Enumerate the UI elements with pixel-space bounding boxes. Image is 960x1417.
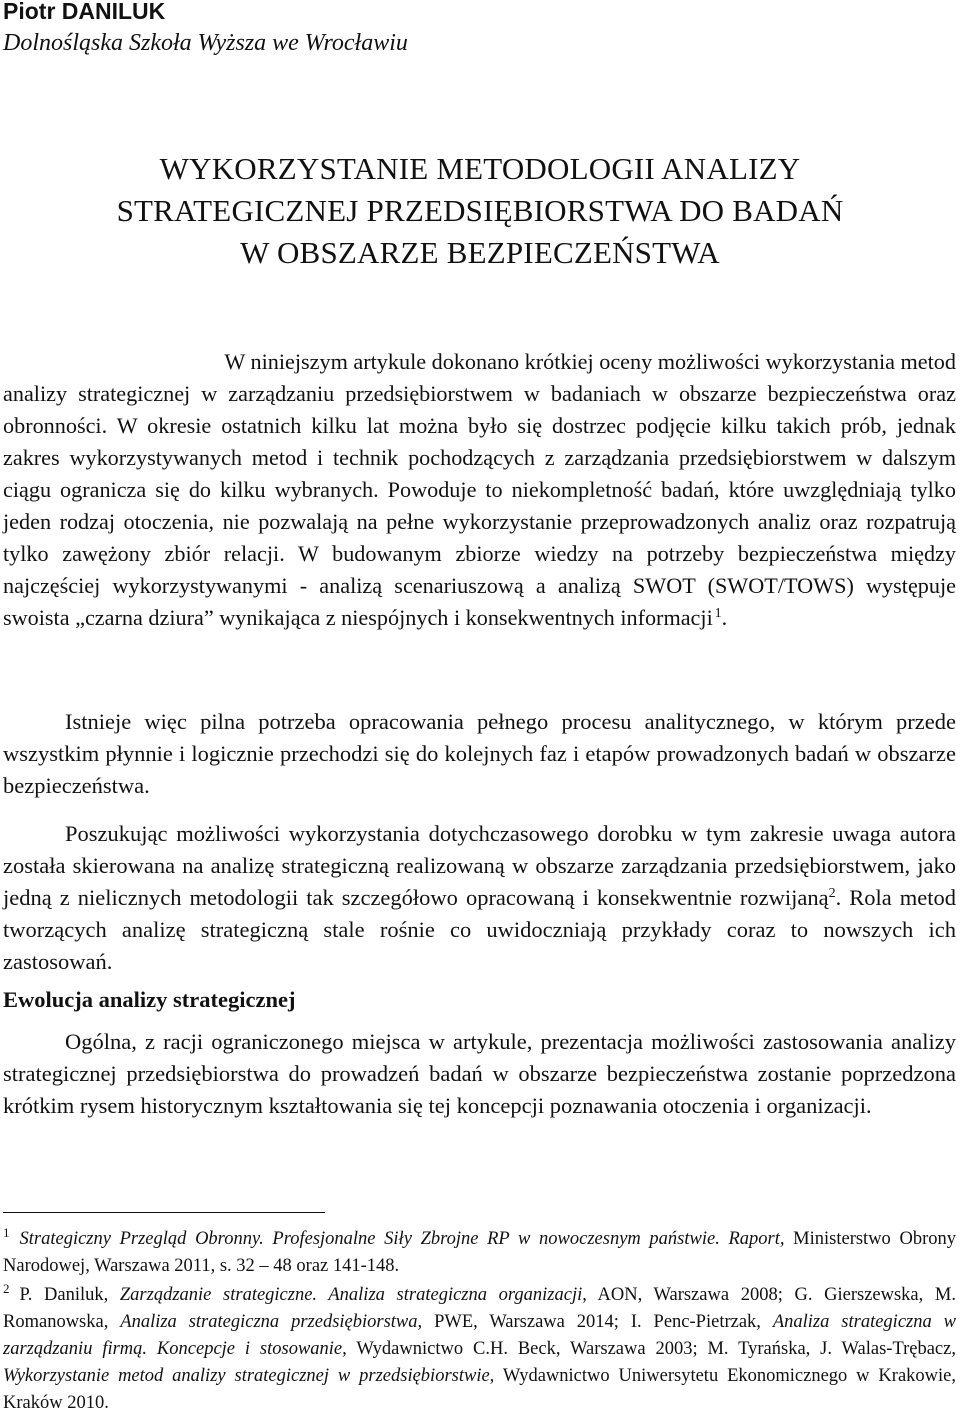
abstract-text: analizy strategicznej w zarządzaniu przedsiębiorstwem w badaniach w obszarze bezpieczeństwa oraz obronności. W okresie ostatnich kilku lat można było się dostrzec podjęcie kilku takich prób, jednak zakres wykorzystywanych metod i technik pochodzących z zarządzania przedsiębiorstwem w dalszym ciągu ogranicza się do kilku wybranych. Powoduje to niekompletność badań, które uwzględniają tylko jeden rodzaj otoczenia, nie pozwalają na pełne wykorzystanie przeprowadzonych analiz oraz rozpatrują tylko zawężony zbiór relacji. W budowanym zbiorze wiedzy na potrzeby bezpieczeństwa między najczęściej wykorzystywanymi - analizą scenariuszową a analizą SWOT (SWOT/TOWS) występuje swoista „czarna dziura” wynikająca z niespójnych i konsekwentnych informacji (3, 381, 956, 630)
footnote-1-number: 1 (3, 1225, 10, 1240)
footnote-2-part-e: , PWE, Warszawa 2014; I. Penc-Pietrzak, (417, 1312, 773, 1332)
body-paragraph-3-end: . Rola metod tworzących analizę strategiczną stale rośnie co uwidoczniają przykłady coraz to nowszych ich zastosowań. (3, 885, 956, 974)
body-paragraph-2: Istnieje więc pilna potrzeba opracowania pełnego procesu analitycznego, w którym przede wszystkim płynnie i logicznie przechodzi się do kolejnych faz i etapów prowadzonych badań w obszarze bezpieczeństwa. (3, 709, 956, 798)
footnote-1 (3, 1226, 956, 1280)
footnote-2-number: 2 (3, 1281, 10, 1296)
author-name: Piotr DANILUK (3, 0, 166, 24)
footnote-1-publisher: Ministerstwo Obrony Narodowej, Warszawa 2011, s. 32 – 48 oraz 141-148. (3, 1229, 956, 1276)
footnote-2-part-d: Analiza strategiczna przedsiębiorstwa (120, 1312, 418, 1332)
footnote-2-part-b: Zarządzanie strategiczne. Analiza strategiczna organizacji (119, 1285, 583, 1305)
title-line-2: STRATEGICZNEJ PRZEDSIĘBIORSTWA DO BADAŃ (116, 193, 844, 228)
footnote-ref-1[interactable]: 1 (714, 606, 722, 621)
footnote-2-part-a: P. Daniluk, (19, 1285, 120, 1305)
footnote-2 (3, 1282, 956, 1417)
abstract-end: . (721, 605, 728, 630)
body-paragraph-3-text: Poszukując możliwości wykorzystania dotychczasowego dorobku w tym zakresie uwaga autora została skierowana na analizę strategiczną realizowaną w obszarze zarządzania przedsiębiorstwem, jako jedną z nielicznych metodologii tak szczegółowo opracowaną i konsekwentnie rozwijaną (3, 821, 956, 910)
footnote-separator (3, 1212, 325, 1213)
footnote-1-title: Strategiczny Przegląd Obronny. Profesjonalne Siły Zbrojne RP w nowoczesnym państwie. Raport, (19, 1229, 785, 1249)
abstract-lead-line: W niniejszym artykule dokonano krótkiej oceny możliwości wykorzystania metod (224, 349, 956, 374)
footnote-ref-2[interactable]: 2 (828, 886, 836, 901)
footnote-2-part-g: Wydawnictwo C.H. Beck, Warszawa 2003; M. Tyrańska, J. Walas-Trębacz, (346, 1339, 956, 1359)
footnote-2-part-c: , AON, Warszawa 2008; G. Gierszewska, M. Romanowska, (3, 1285, 956, 1332)
footnote-2-part-i: Wydawnictwo Uniwersytetu Ekonomicznego w Krakowie, Kraków 2010. (3, 1366, 956, 1413)
author-affiliation: Dolnośląska Szkoła Wyższa we Wrocławiu (3, 30, 408, 56)
title-line-3: W OBSZARZE BEZPIECZEŃSTWA (240, 235, 720, 270)
abstract-paragraph (3, 346, 956, 634)
body-paragraph-3 (3, 818, 956, 978)
footnote-2-part-h: Wykorzystanie metod analizy strategicznej w przedsiębiorstwie, (3, 1366, 495, 1386)
title-line-1: WYKORZYSTANIE METODOLOGII ANALIZY (159, 151, 801, 186)
article-title (0, 148, 960, 274)
body-paragraph-4: Ogólna, z racji ograniczonego miejsca w artykule, prezentacja możliwości zastosowania analizy strategicznej przedsiębiorstwa do prowadzeń badań w obszarze bezpieczeństwa zostanie poprzedzona krótkim rysem historycznym kształtowania się tej koncepcji poznawania otoczenia i organizacji. (3, 1029, 956, 1118)
footnote-2-part-f: Analiza strategiczna w zarządzaniu firmą. Koncepcje i stosowanie, (3, 1312, 956, 1359)
section-heading: Ewolucja analizy strategicznej (3, 987, 296, 1012)
